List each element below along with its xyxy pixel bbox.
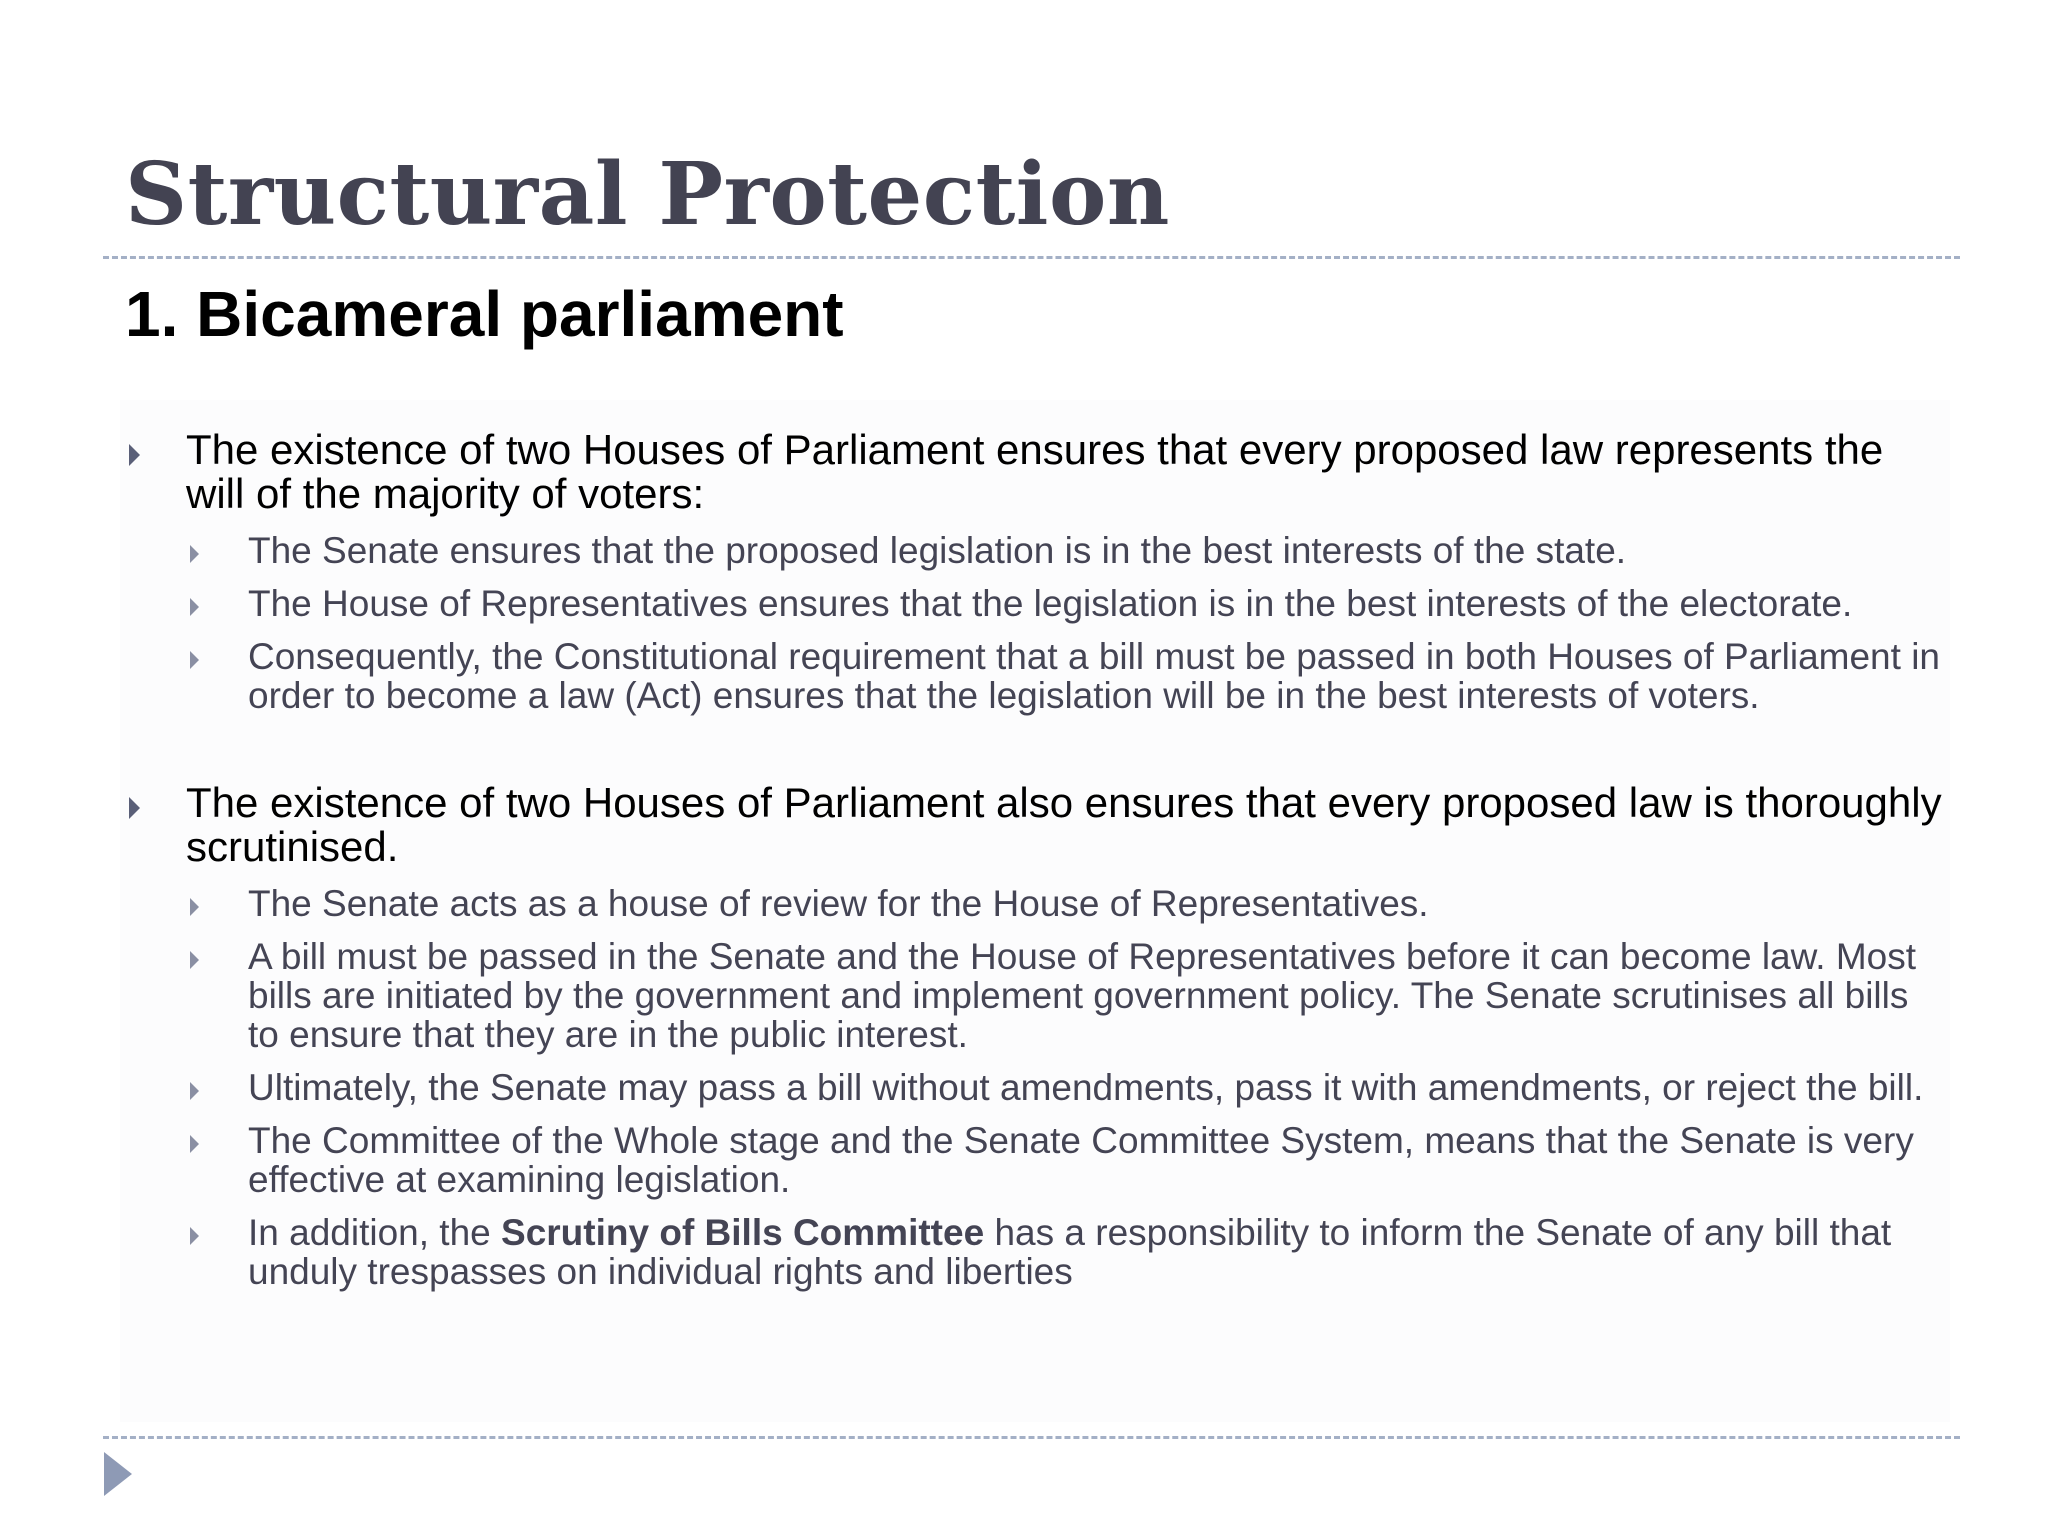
sub-bullet-text: The Committee of the Whole stage and the Senate Committee System, means that the Senate is very effective at examining legislation. <box>248 1120 1914 1200</box>
sub-bullet-text: Consequently, the Constitutional requirement that a bill must be passed in both Houses of Parliament in order to become a law (Act) ensures that the legislation will be in the best interests of voters. <box>248 636 1940 716</box>
sub-bullet-list <box>125 884 1945 1291</box>
triangle-right-icon <box>190 898 199 916</box>
top-divider <box>103 256 1960 259</box>
triangle-right-icon <box>190 951 199 969</box>
triangle-right-icon <box>129 797 140 819</box>
sub-bullet-text: Ultimately, the Senate may pass a bill without amendments, pass it with amendments, or reject the bill. <box>248 1067 1924 1108</box>
list-item <box>125 1068 1945 1107</box>
list-item <box>125 781 1945 869</box>
list-item <box>125 1213 1945 1291</box>
list-item <box>125 428 1945 516</box>
list-item <box>125 531 1945 570</box>
text-prefix: In addition, the <box>248 1212 502 1253</box>
sub-bullet-text: A bill must be passed in the Senate and the House of Representatives before it can become law. Most bills are initiated by the government and implement government policy. The Senate scrutinises all bills to ensure that they are in the public interest. <box>248 936 1917 1055</box>
bullet-group-1 <box>125 428 1945 715</box>
bullet-list <box>125 428 1945 1305</box>
committee-name: Scrutiny of Bills Committee <box>501 1212 985 1253</box>
slide-subtitle: 1. Bicameral parliament <box>125 278 844 350</box>
sub-bullet-text: The Senate acts as a house of review for the House of Representatives. <box>248 883 1429 924</box>
list-item <box>125 884 1945 923</box>
sub-bullet-list <box>125 531 1945 715</box>
triangle-right-icon <box>190 1227 199 1245</box>
play-triangle-icon[interactable] <box>104 1452 132 1496</box>
list-item <box>125 637 1945 715</box>
text-suffix: has a responsibility to inform the Senate of any bill that unduly trespasses on individual rights and liberties <box>248 1212 1892 1292</box>
triangle-right-icon <box>190 651 199 669</box>
triangle-right-icon <box>190 598 199 616</box>
list-item <box>125 584 1945 623</box>
triangle-right-icon <box>190 1082 199 1100</box>
bullet-group-2 <box>125 781 1945 1291</box>
sub-bullet-text: The House of Representatives ensures that the legislation is in the best interests of the electorate. <box>248 583 1853 624</box>
bottom-divider <box>103 1436 1960 1439</box>
triangle-right-icon <box>129 444 140 466</box>
list-item <box>125 937 1945 1054</box>
bullet-text: The existence of two Houses of Parliament ensures that every proposed law represents the will of the majority of voters: <box>186 426 1884 517</box>
triangle-right-icon <box>190 545 199 563</box>
triangle-right-icon <box>190 1135 199 1153</box>
sub-bullet-text <box>248 1212 1891 1292</box>
slide-title: Structural Protection <box>125 144 1170 245</box>
sub-bullet-text: The Senate ensures that the proposed legislation is in the best interests of the state. <box>248 530 1627 571</box>
list-item <box>125 1121 1945 1199</box>
bullet-text: The existence of two Houses of Parliament also ensures that every proposed law is thoroughly scrutinised. <box>186 779 1942 870</box>
